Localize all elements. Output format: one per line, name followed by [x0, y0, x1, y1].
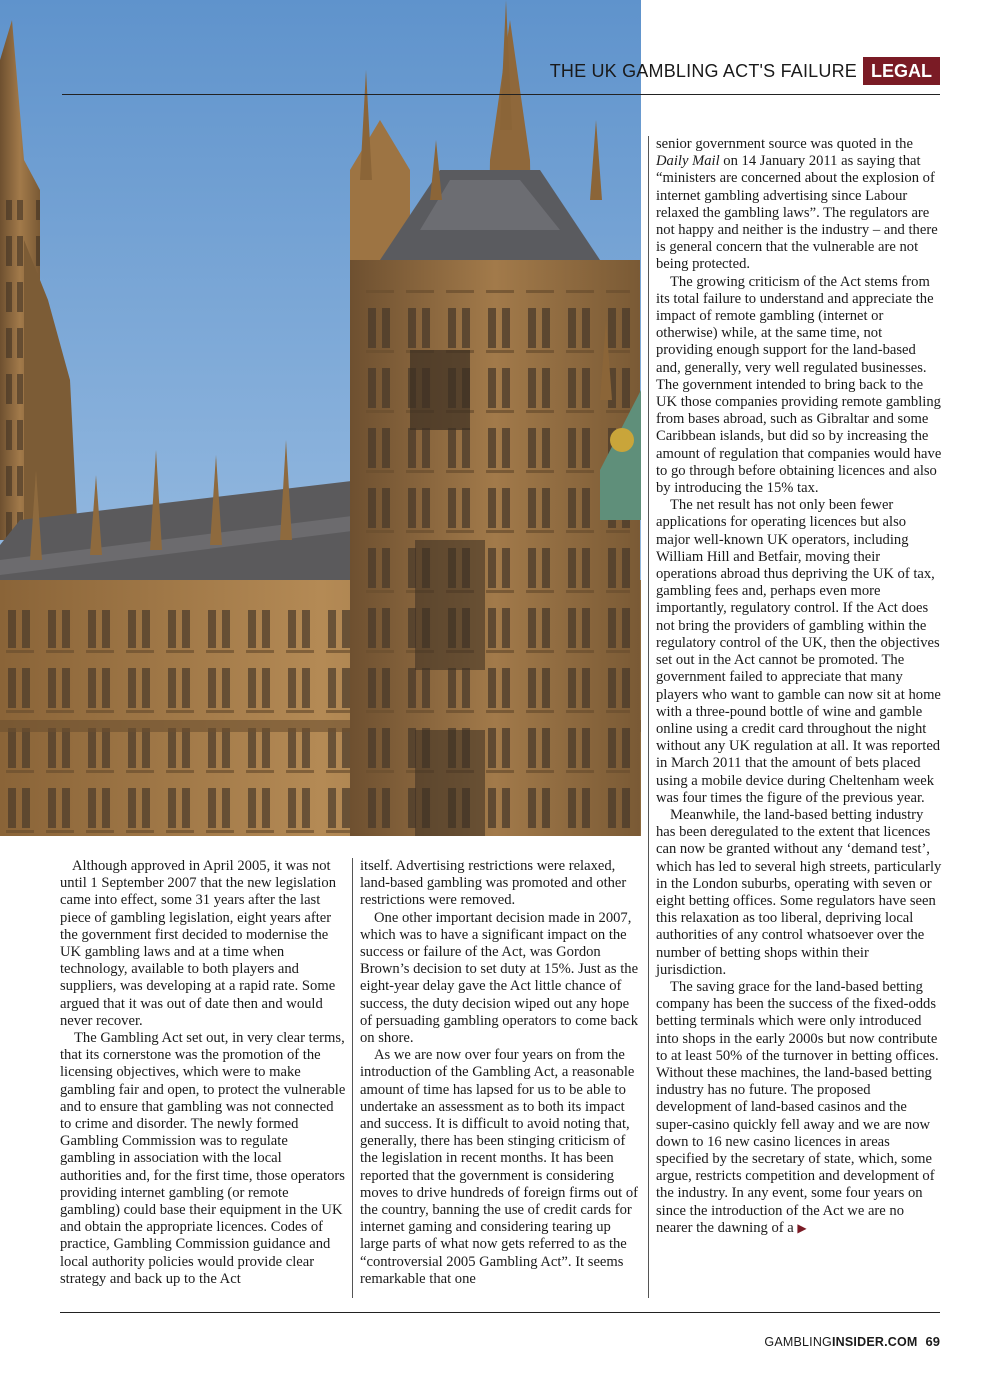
- paragraph: Meanwhile, the land-based betting industry has been deregulated to the extent that licences can now be granted without any ‘demand test’, which has led to several high streets, particularly in the London suburbs, operating with seven or eight betting offices. Some regulators have seen this relaxation as too liberal, depriving local authorities of any control whatsoever over the number of betting shops within their jurisdiction.: [656, 806, 942, 978]
- article-column-right: [656, 136, 942, 1237]
- page-number: 69: [925, 1334, 940, 1349]
- houses-of-parliament-photo: [0, 0, 641, 836]
- column-divider: [352, 858, 353, 1298]
- paragraph: As we are now over four years on from the introduction of the Gambling Act, a reasonable amount of time has lapsed for us to be able to undertake an assessment as to both its impact and success. It is difficult to avoid noting that, generally, there has been stinging criticism of the legislation in recent months. It has been reported that the government is considering moves to drive hundreds of foreign firms out of the country, banning the use of credit cards for internet gaming and considering tearing up large parts of what now gets referred to as the “controversial 2005 Gambling Act”. It seems remarkable that one: [360, 1047, 639, 1287]
- publication-name: Daily Mail: [656, 153, 720, 170]
- footer-divider: [60, 1312, 940, 1313]
- paragraph: Although approved in April 2005, it was not until 1 September 2007 that the new legislation came into effect, some 31 years after the last piece of gambling legislation, eight years after the government first decided to modernise the UK gambling laws and at a time when technology, available to both players and suppliers, was developing at a rapid rate. Some argued that it was out of date then and would never recover.: [60, 858, 337, 1029]
- text-run: The saving grace for the land-based betting company has been the success of the fixed-odds betting terminals which were only introduced into shops in the early 2000s but now contribute to at least 50% of the turnover in betting offices. Without these machines, the land-based betting industry has no future. The proposed development of land-based casinos and the super-casino quickly fell away and we are now down to 16 new casino licences in areas specified by the secretary of state, which, some argue, restricts competition and development of the industry. In any event, some four years on since the introduction of the Act we are no nearer the dawning of a: [656, 978, 939, 1236]
- paragraph: [656, 979, 942, 1237]
- site-name-part: INSIDER.COM: [831, 1335, 918, 1349]
- page-footer: [764, 1334, 940, 1349]
- site-name-part: GAMBLING: [764, 1335, 832, 1349]
- paragraph: The net result has not only been fewer applications for operating licences but also major well-known UK operators, including William Hill and Betfair, moving their operations abroad thus depriving the UK of tax, gambling fees and, perhaps even more importantly, regulatory control. If the Act does not bring the providers of gambling within the regulatory control of the UK, then the objectives set out in the Act cannot be promoted. The government failed to appreciate that many players who want to gamble can now sit at home with a three-pound bottle of wine and gamble online using a credit card throughout the night without any UK regulation at all. It was reported in March 2011 that the amount of bets placed using a mobile device during Cheltenham week was four times the figure of the previous year.: [656, 497, 941, 806]
- section-title: THE UK GAMBLING ACT'S FAILURE: [549, 60, 857, 81]
- paragraph: The Gambling Act set out, in very clear terms, that its cornerstone was the promotion of the licensing objectives, which were to make gambling fair and open, to protect the vulnerable and to ensure that gambling was not connected to crime and disorder. The newly formed Gambling Commission was to regulate gambling in association with the local authorities and, for the first time, those operators providing internet gambling (or remote gambling) could base their equipment in the UK and obtain the appropriate licences. Codes of practice, Gambling Commission guidance and local authority policies would provide clear strategy and back up to the Act: [60, 1030, 346, 1287]
- page-header: [550, 57, 940, 85]
- paragraph: itself. Advertising restrictions were relaxed, land-based gambling was promoted and other restrictions were removed.: [360, 858, 627, 909]
- column-divider: [648, 136, 649, 1298]
- text-run: on 14 January 2011 as saying that “ministers are concerned about the explosion of internet gambling advertising since Labour relaxed the gambling laws”. The regulators are not happy and neither is the industry – and there is general concern that the vulnerable are not being protected.: [656, 153, 938, 273]
- continue-arrow-icon: ▶: [797, 1220, 807, 1235]
- text-run: senior government source was quoted in the: [656, 136, 913, 152]
- paragraph: [656, 136, 942, 274]
- paragraph: The growing criticism of the Act stems from its total failure to understand and appreciate the impact of remote gambling (internet or otherwise) while, at the same time, not providing enough support for the land-based and, generally, very well regulated businesses. The government intended to bring back to the UK those companies providing remote gambling from bases abroad, such as Gibraltar and some Caribbean islands, but did so by increasing the amount of regulation that companies would have to go through before obtaining licences and also by introducing the 15% tax.: [656, 273, 942, 497]
- section-tag: LEGAL: [863, 57, 940, 85]
- paragraph: One other important decision made in 2007, which was to have a significant impact on the success or failure of the Act, was Gordon Brown’s decision to set duty at 15%. Just as the eight-year delay gave the Act little chance of success, the duty decision wiped out any hope of persuading gambling operators to come back on shore.: [360, 909, 639, 1047]
- article-column-left: [60, 858, 346, 1288]
- article-column-middle: [360, 858, 642, 1288]
- header-divider: [62, 94, 940, 95]
